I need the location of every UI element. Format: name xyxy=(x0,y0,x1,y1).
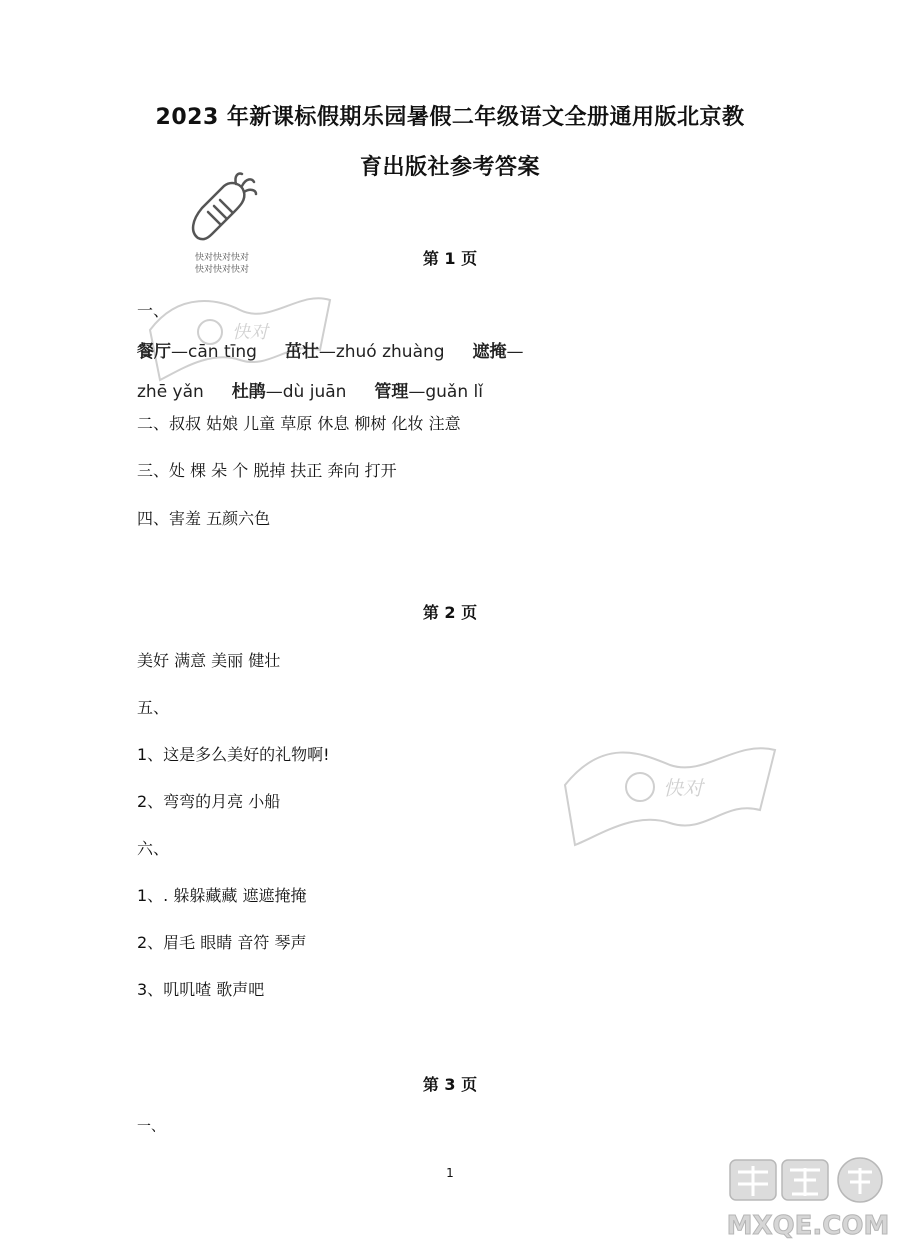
p2-line-6: 1、. 躲躲藏藏 遮遮掩掩 xyxy=(137,886,307,905)
p2-line-1: 美好 满意 美丽 健壮 xyxy=(137,651,281,670)
p2-line-4: 2、弯弯的月亮 小船 xyxy=(137,792,281,811)
page-number: 1 xyxy=(446,1166,454,1180)
stamp-watermark-2-text: 快对 xyxy=(663,776,703,800)
p1-q1-pinyin-line-2 xyxy=(137,377,483,402)
stamp-watermark-1 xyxy=(140,270,340,390)
pinyin-3: — xyxy=(506,342,524,362)
carrot-icon xyxy=(184,168,260,248)
stamp-watermark-2 xyxy=(555,715,785,855)
word-2: 茁壮 xyxy=(284,342,319,362)
word-3: 遮掩 xyxy=(472,342,507,362)
section-heading-page-2: 第 2 页 xyxy=(422,603,478,622)
p2-line-7: 2、眉毛 眼睛 音符 琴声 xyxy=(137,933,307,952)
pinyin-5: —guǎn lǐ xyxy=(408,382,483,402)
p1-q1-label: 一、 xyxy=(137,301,170,320)
pinyin-3-cont: zhē yǎn xyxy=(137,382,204,402)
p1-q1-pinyin-line-1 xyxy=(137,337,523,362)
pinyin-1: —cān tīng xyxy=(171,342,257,362)
section-heading-page-3: 第 3 页 xyxy=(422,1075,478,1094)
p2-line-3: 1、这是多么美好的礼物啊! xyxy=(137,745,330,764)
word-1: 餐厅 xyxy=(137,342,171,362)
document-title-line-1: 2023 年新课标假期乐园暑假二年级语文全册通用版北京教 xyxy=(155,105,745,130)
p2-line-5: 六、 xyxy=(137,839,170,858)
p2-line-8: 3、叽叽喳 歌声吧 xyxy=(137,980,265,999)
p1-q4: 四、害羞 五颜六色 xyxy=(137,509,271,528)
word-4: 杜鹃 xyxy=(231,382,266,402)
watermark-caption-1: 快对快对快对 xyxy=(194,253,249,263)
p3-line-1: 一、 xyxy=(137,1119,165,1135)
pinyin-2: —zhuó zhuàng xyxy=(318,342,445,362)
stamp-watermark-1-text: 快对 xyxy=(232,322,268,343)
pinyin-4: —dù juān xyxy=(265,382,347,402)
document-title-line-2: 育出版社参考答案 xyxy=(359,155,540,180)
watermark-caption-2: 快对快对快对 xyxy=(194,265,249,275)
corner-site-logo xyxy=(722,1150,894,1244)
word-5: 管理 xyxy=(374,382,409,402)
p1-q2: 二、叔叔 姑娘 儿童 草原 休息 柳树 化妆 注意 xyxy=(137,414,461,433)
section-heading-page-1: 第 1 页 xyxy=(422,249,478,268)
p2-line-2: 五、 xyxy=(137,698,170,717)
p1-q3: 三、处 棵 朵 个 脱掉 扶正 奔向 打开 xyxy=(137,461,397,480)
corner-site-logo-text: MXQE.COM xyxy=(726,1211,890,1241)
